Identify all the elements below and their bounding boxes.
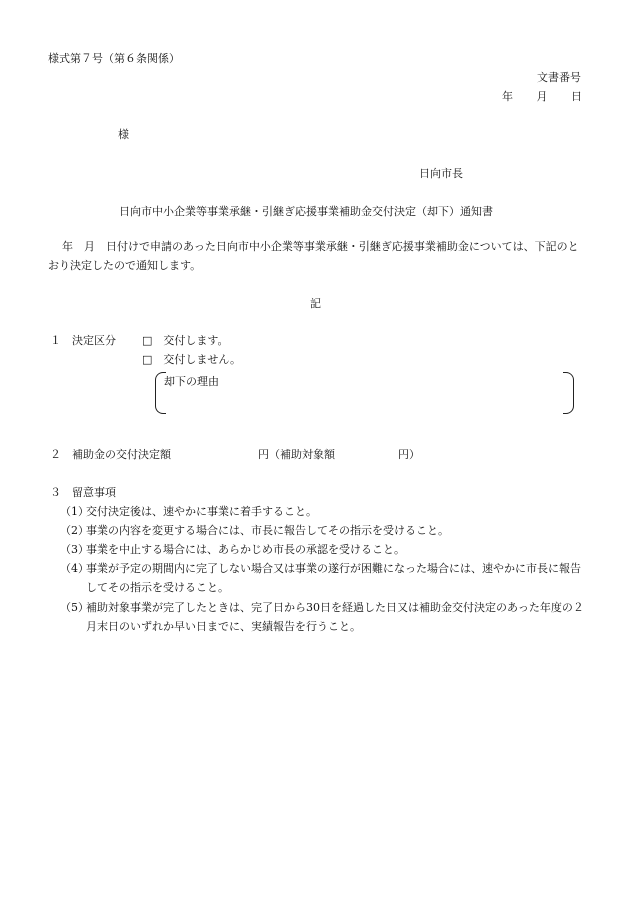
date-year: 年 [502,90,513,103]
option-grant: □ 交付します。 [142,334,229,347]
note-number: （5） [60,601,89,614]
note-number: （2） [60,524,89,537]
note-item-3 [60,540,586,559]
note-text: 事業が予定の期間内に完了しない場合又は事業の遂行が困難になった場合には、速やかに市長に報告してその指示を受けること。 [86,562,581,594]
ki-heading: 記 [310,297,321,310]
note-item-1 [60,502,586,521]
note-number: （1） [60,505,89,518]
document-number-label: 文書番号 [537,71,581,84]
date-line [502,91,582,102]
body-paragraph: 年 月 日付けで申請のあった日向市中小企業等事業承継・引継ぎ応援事業補助金については、下記のとおり決定したので通知します。 [48,240,579,272]
form-number: 様式第７号（第６条関係） [48,52,180,65]
section1-label: １ 決定区分 [50,334,116,347]
note-text: 事業を中止する場合には、あらかじめ市長の承認を受けること。 [86,543,405,556]
grant-amount-yen: 円（補助対象額 [258,448,335,461]
note-text: 事業の内容を変更する場合には、市長に報告してその指示を受けること。 [86,524,449,537]
note-text: 補助対象事業が完了したときは、完了日から30日を経過した日又は補助金交付決定のあった年度の２月末日のいずれか早い日までに、実績報告を行うこと。 [86,601,584,633]
note-number: （4） [60,562,89,575]
date-month: 月 [536,90,548,103]
note-item-4 [60,559,586,597]
sender-name: 日向市長 [419,167,463,180]
target-amount-yen: 円） [398,448,420,461]
reason-label: 却下の理由 [164,375,219,388]
document-title: 日向市中小企業等事業承継・引継ぎ応援事業補助金交付決定（却下）通知書 [119,205,493,218]
note-item-5 [60,598,586,636]
note-text: 交付決定後は、速やかに事業に着手すること。 [86,505,317,518]
date-day: 日 [571,90,582,103]
addressee-honorific: 様 [118,128,129,141]
option-reject: □ 交付しません。 [142,353,242,366]
reason-bracket-right [563,372,574,414]
section2-label: ２ 補助金の交付決定額 [50,448,171,461]
note-item-2 [60,521,586,540]
note-number: （3） [60,543,89,556]
section3-label: ３ 留意事項 [50,486,116,499]
